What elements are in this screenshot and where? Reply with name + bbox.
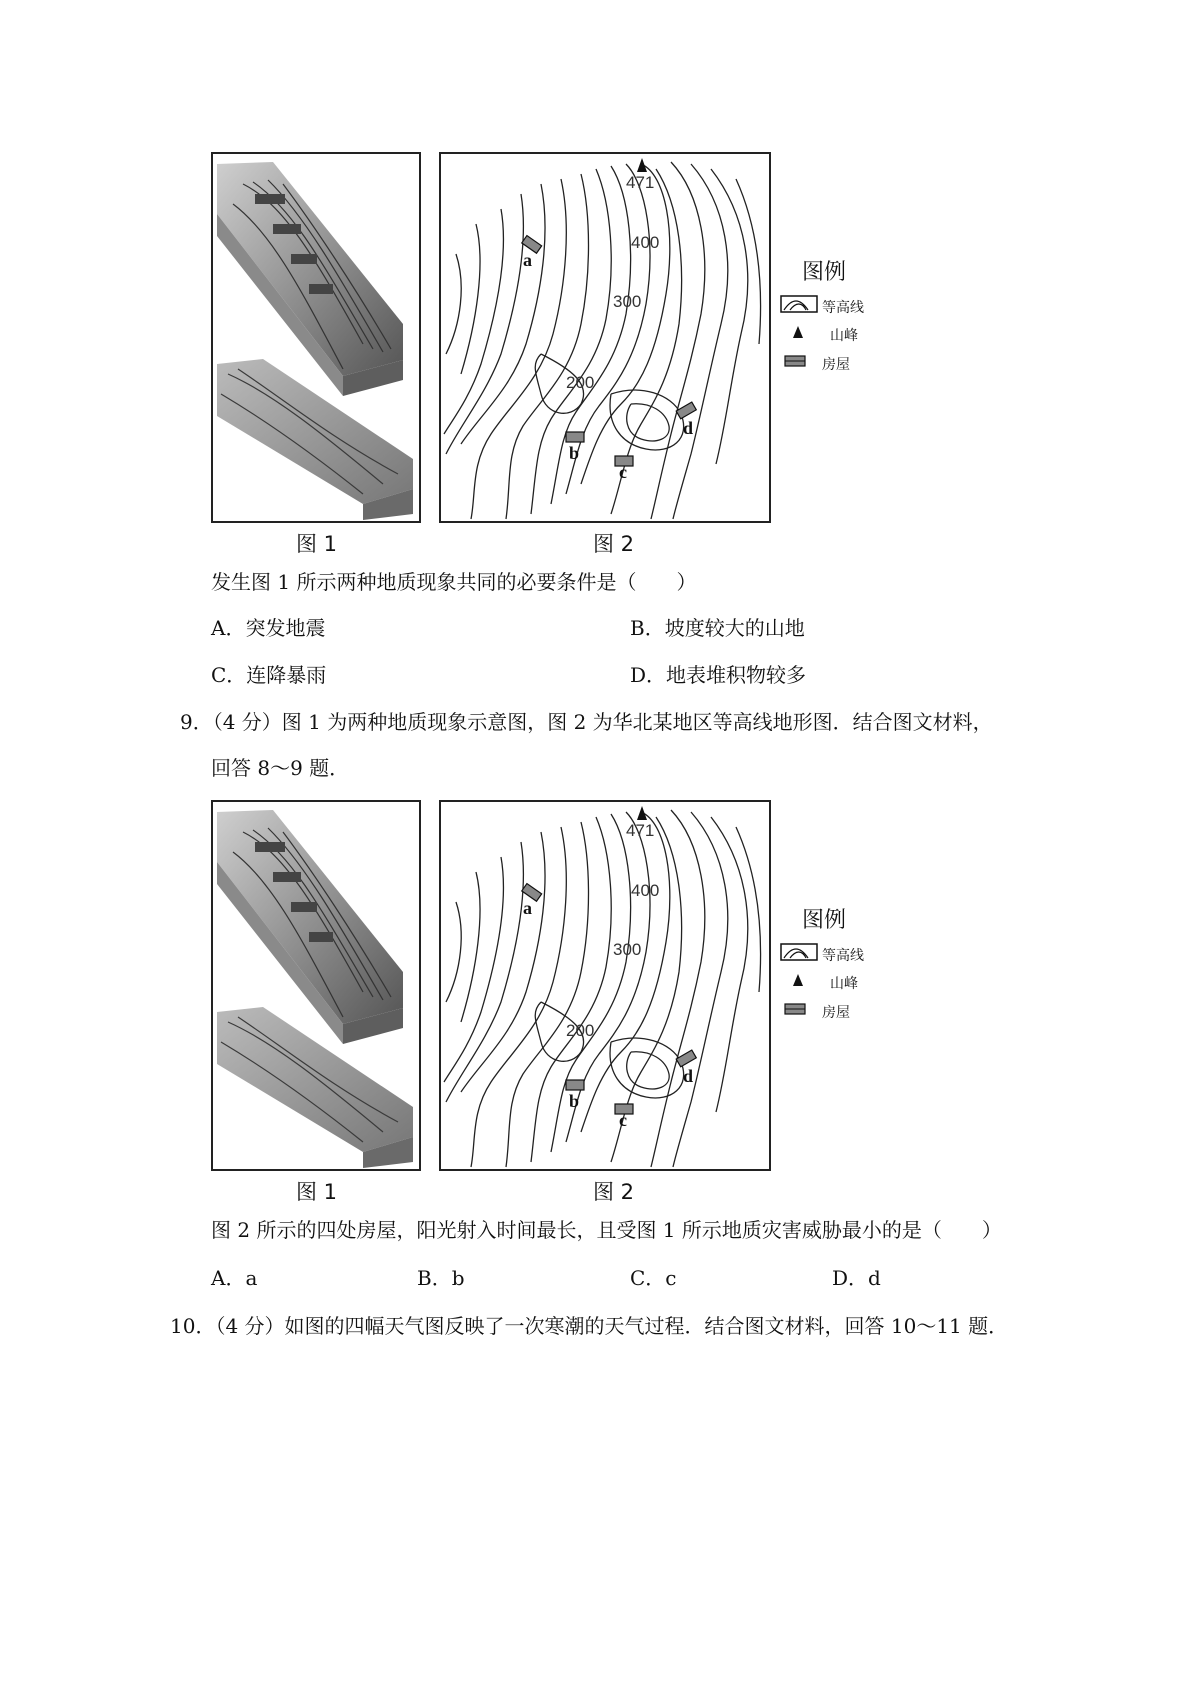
geology-illustration <box>213 802 419 1169</box>
house-c <box>615 1104 633 1130</box>
q9-stem: 图 2 所示的四处房屋，阳光射入时间最长，且受图 1 所示地质灾害威胁最小的是（ ） <box>211 1218 1002 1242</box>
elev-400: 400 <box>631 881 660 900</box>
legend-peak-label: 山峰 <box>830 328 858 344</box>
elev-471: 471 <box>626 173 655 192</box>
peak-legend-icon <box>792 973 804 987</box>
peak-marker <box>637 806 647 820</box>
legend-contour-label: 等高线 <box>822 948 864 964</box>
legend-house-label: 房屋 <box>822 357 850 373</box>
contour-lines <box>441 802 769 1169</box>
svg-text:c: c <box>619 1110 627 1130</box>
house-a <box>522 884 542 918</box>
fig1-caption: 图 1 <box>296 532 338 556</box>
house-d <box>676 1050 696 1086</box>
q8-option-c: C．连降暴雨 <box>211 663 327 687</box>
q8-stem: 发生图 1 所示两种地质现象共同的必要条件是（ ） <box>211 570 697 594</box>
legend-title: 图例 <box>802 260 847 285</box>
fig2-contour-map-repeat <box>439 800 771 1171</box>
house-b <box>566 1080 584 1111</box>
legend-title: 图例 <box>802 908 847 933</box>
map-legend-repeat <box>780 903 890 1033</box>
q8-option-d: D．地表堆积物较多 <box>630 663 807 687</box>
svg-text:d: d <box>683 1066 694 1086</box>
elev-200: 200 <box>566 1021 595 1040</box>
q10-intro: 10．（4 分）如图的四幅天气图反映了一次寒潮的天气过程．结合图文材料，回答 10～11 题． <box>170 1314 1009 1338</box>
svg-text:b: b <box>569 1091 580 1111</box>
fig2-caption: 图 2 <box>593 532 635 556</box>
elev-300: 300 <box>613 292 642 311</box>
fig1-block-diagram-repeat <box>211 800 421 1171</box>
svg-text:a: a <box>523 250 532 270</box>
q9-option-d: D．d <box>832 1266 881 1290</box>
fig2-caption-repeat: 图 2 <box>593 1180 635 1204</box>
elev-400: 400 <box>631 233 660 252</box>
q9-intro-line1: 9．（4 分）图 1 为两种地质现象示意图，图 2 为华北某地区等高线地形图．结合图文材料， <box>180 710 993 734</box>
legend-house-label: 房屋 <box>822 1005 850 1021</box>
legend-contour-label: 等高线 <box>822 300 864 316</box>
q8-option-a: A．突发地震 <box>211 616 326 640</box>
fig1-caption-repeat: 图 1 <box>296 1180 338 1204</box>
q9-intro-line2: 回答 8～9 题． <box>211 756 350 780</box>
q9-option-a: A．a <box>211 1266 258 1290</box>
q8-option-b: B．坡度较大的山地 <box>630 616 805 640</box>
legend-peak-label: 山峰 <box>830 976 858 992</box>
contour-legend-icon <box>780 943 818 961</box>
svg-text:c: c <box>619 462 627 482</box>
svg-text:d: d <box>683 418 694 438</box>
house-legend-icon <box>784 1003 806 1015</box>
elev-300: 300 <box>613 940 642 959</box>
elev-200: 200 <box>566 373 595 392</box>
svg-text:a: a <box>523 898 532 918</box>
elev-471: 471 <box>626 821 655 840</box>
svg-text:b: b <box>569 443 580 463</box>
q9-option-c: C．c <box>630 1266 677 1290</box>
q9-option-b: B．b <box>417 1266 465 1290</box>
